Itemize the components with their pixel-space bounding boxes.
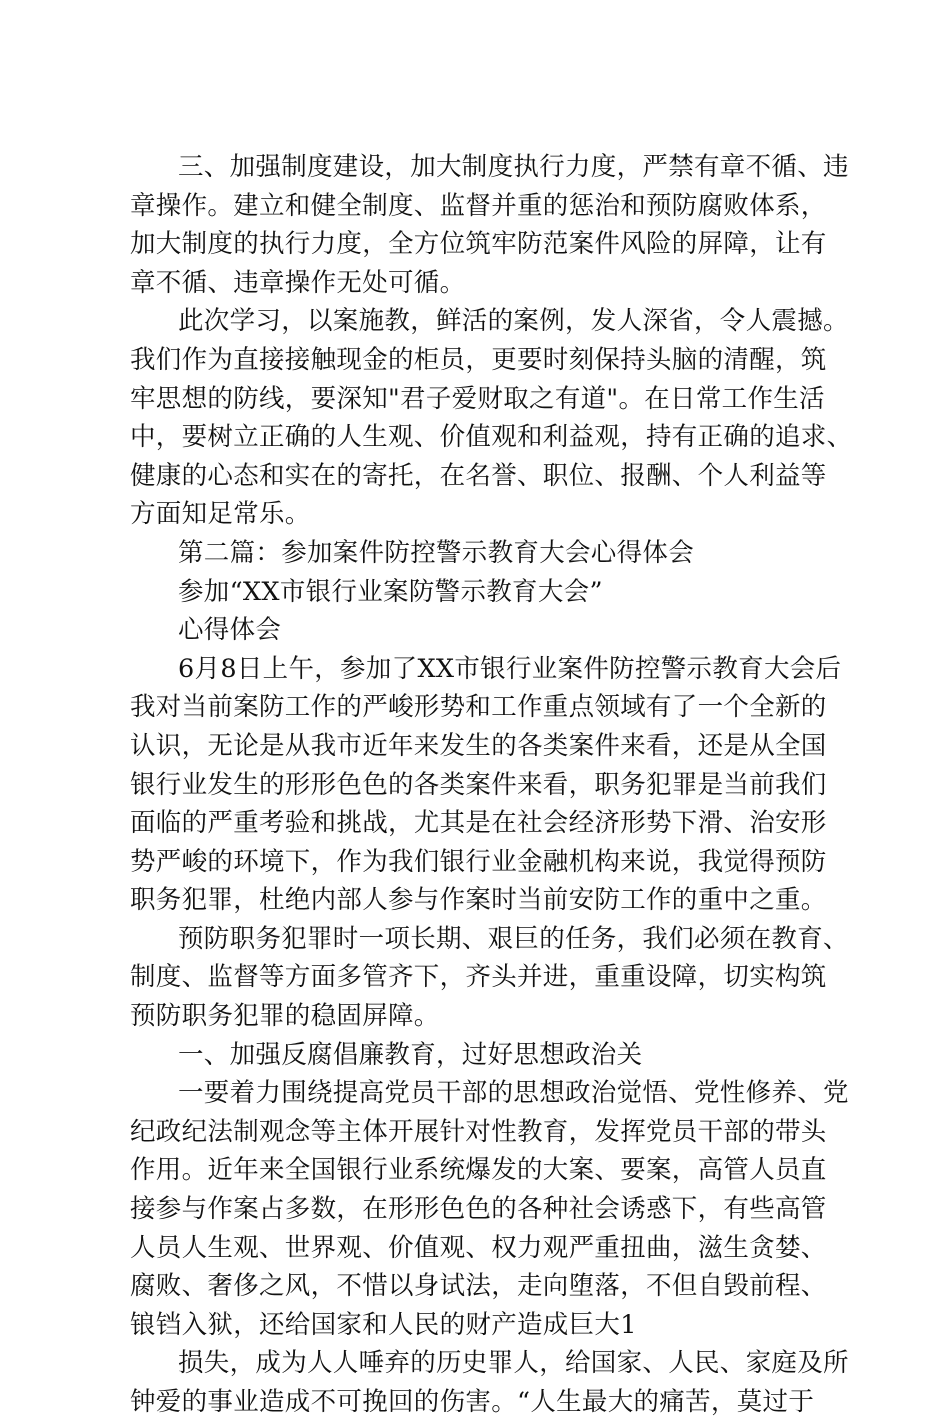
text-line: 一、加强反腐倡廉教育，过好思想政治关 — [178, 1039, 643, 1070]
text-line: 三、加强制度建设，加大制度执行力度，严禁有章不循、违 — [178, 152, 849, 182]
text-line: 健康的心态和实在的寄托，在名誉、职位、报酬、个人利益等 — [130, 460, 827, 491]
text-line: 章操作。建立和健全制度、监督并重的惩治和预防腐败体系， — [130, 190, 827, 221]
text-line: 接参与作案占多数，在形形色色的各种社会诱惑下，有些高管 — [130, 1194, 827, 1225]
text-line: 钟爱的事业造成不可挽回的伤害。“人生最大的痛苦，莫过于 — [130, 1387, 815, 1417]
text-line: 6月8日上午，参加了XX市银行业案件防控警示教育大会后 — [178, 653, 842, 684]
text-line: 制度、监督等方面多管齐下，齐头并进，重重设障，切实构筑 — [130, 962, 827, 993]
text-line: 参加“XX市银行业案防警示教育大会” — [178, 576, 603, 607]
text-line: 银行业发生的形形色色的各类案件来看，职务犯罪是当前我们 — [130, 769, 827, 800]
text-line: 一要着力围绕提高党员干部的思想政治觉悟、党性修养、党 — [178, 1078, 849, 1109]
text-line: 章不循、违章操作无处可循。 — [130, 267, 466, 298]
text-line: 纪政纪法制观念等主体开展针对性教育，发挥党员干部的带头 — [130, 1116, 827, 1147]
text-line: 预防职务犯罪时一项长期、艰巨的任务，我们必须在教育、 — [178, 923, 849, 954]
text-line: 预防职务犯罪的稳固屏障。 — [130, 1001, 440, 1032]
text-line: 加大制度的执行力度，全方位筑牢防范案件风险的屏障，让有 — [130, 229, 827, 260]
text-line: 第二篇：参加案件防控警示教育大会心得体会 — [178, 537, 695, 568]
text-line: 职务犯罪，杜绝内部人参与作案时当前安防工作的重中之重。 — [130, 885, 827, 916]
text-line: 腐败、奢侈之风，不惜以身试法，走向堕落，不但自毁前程、 — [130, 1271, 827, 1302]
text-line: 损失，成为人人唾弃的历史罪人，给国家、人民、家庭及所 — [178, 1348, 849, 1379]
text-line: 心得体会 — [178, 615, 282, 646]
text-line: 我们作为直接接触现金的柜员，更要时刻保持头脑的清醒，筑 — [130, 344, 827, 375]
text-line: 面临的严重考验和挑战，尤其是在社会经济形势下滑、治安形 — [130, 808, 827, 839]
text-line: 牢思想的防线，要深知"君子爱财取之有道"。在日常工作生活 — [130, 383, 825, 414]
text-line: 中，要树立正确的人生观、价值观和利益观，持有正确的追求、 — [130, 422, 853, 453]
text-line: 作用。近年来全国银行业系统爆发的大案、要案，高管人员直 — [130, 1155, 827, 1186]
document-body — [130, 148, 853, 1422]
text-line: 锒铛入狱，还给国家和人民的财产造成巨大1 — [130, 1309, 637, 1340]
text-line: 势严峻的环境下，作为我们银行业金融机构来说，我觉得预防 — [130, 846, 827, 877]
text-line: 认识，无论是从我市近年来发生的各类案件来看，还是从全国 — [130, 730, 827, 761]
text-line: 方面知足常乐。 — [130, 499, 311, 530]
text-line: 人员人生观、世界观、价值观、权力观严重扭曲，滋生贪婪、 — [130, 1232, 827, 1263]
text-line: 我对当前案防工作的严峻形势和工作重点领域有了一个全新的 — [130, 692, 827, 723]
text-line: 此次学习，以案施教，鲜活的案例，发人深省，令人震撼。 — [178, 306, 849, 337]
